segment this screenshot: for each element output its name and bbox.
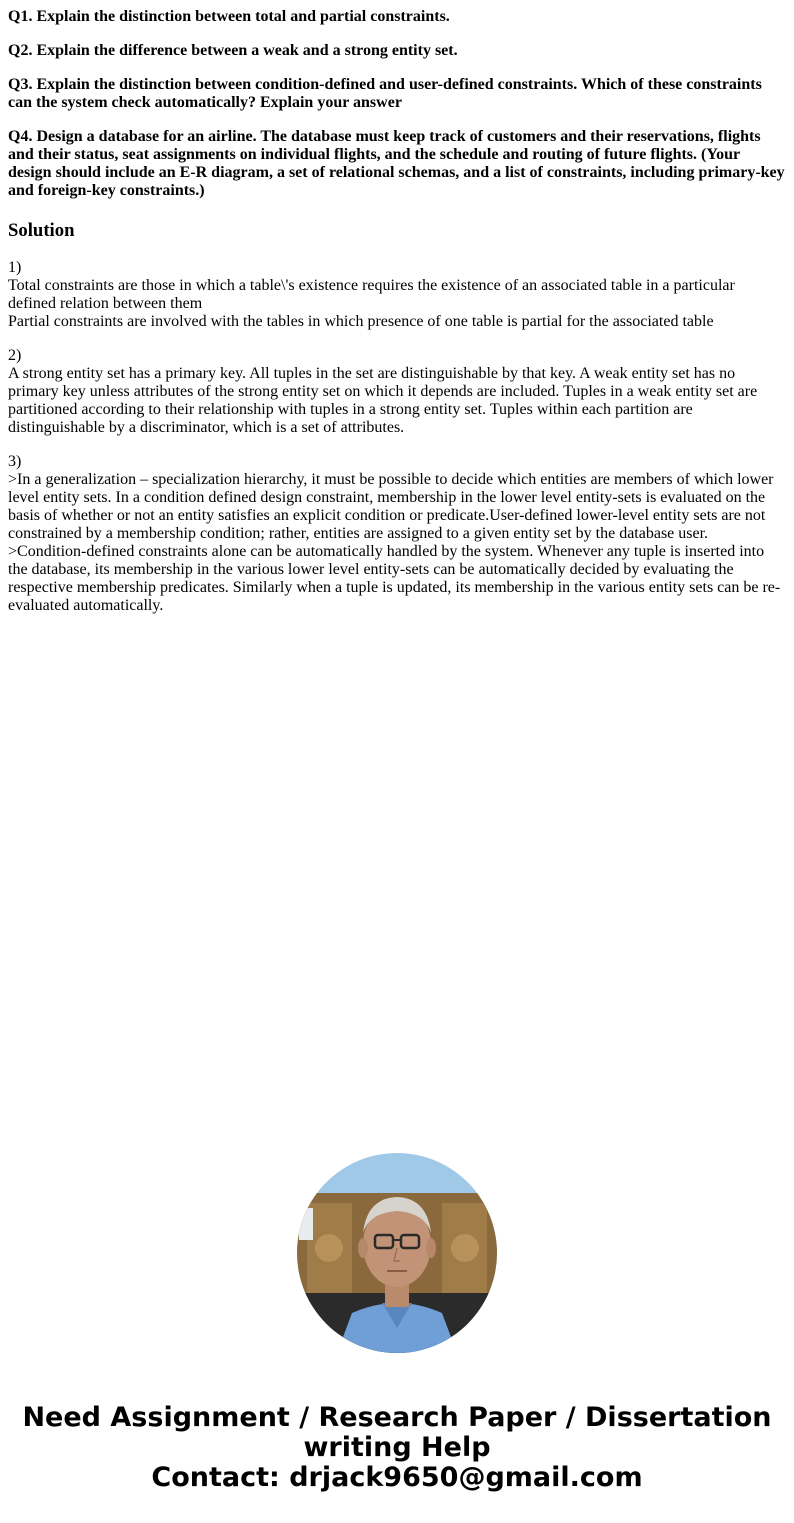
document-body: [8, 8, 786, 631]
answer-line: >Condition-defined constraints alone can be automatically handled by the system. Whenever any tuple is inserted into the database, its membership in the various lower level entity-sets can be automatically decided by evaluating the respective membership predicates. Similarly when a tuple is updated, its membership in the various entity sets can be re-evaluated automatically.: [8, 543, 781, 614]
question-1: Q1. Explain the distinction between total and partial constraints.: [8, 8, 450, 25]
answer-2: [8, 347, 786, 437]
answer-1: [8, 259, 786, 331]
answer-number: 2): [8, 347, 22, 364]
question-2: Q2. Explain the difference between a weak and a strong entity set.: [8, 42, 458, 59]
question-3: Q3. Explain the distinction between condition-defined and user-defined constraints. Which of these constraints can the system check automatically? Explain your answer: [8, 76, 762, 111]
answer-line: Partial constraints are involved with the tables in which presence of one table is partial for the associated table: [8, 313, 714, 330]
answer-number: 3): [8, 453, 22, 470]
solution-heading: Solution: [8, 220, 75, 241]
answer-line: A strong entity set has a primary key. All tuples in the set are distinguishable by that key. A weak entity set has no primary key unless attributes of the strong entity set on which it depends are included. Tuples in a weak entity set are partitioned according to their relationship with tuples in a strong entity set. Tuples within each partition are distinguishable by a discriminator, which is a set of attributes.: [8, 365, 758, 436]
footer-line-1: Need Assignment / Research Paper / Dissertation: [22, 1402, 772, 1433]
answer-line: Total constraints are those in which a table\'s existence requires the existence of an associated table in a particular defined relation between them: [8, 277, 735, 312]
answer-3: [8, 453, 786, 615]
answer-number: 1): [8, 259, 22, 276]
footer-line-2: writing Help: [303, 1432, 491, 1463]
author-avatar: [297, 1153, 497, 1353]
contact-footer: [0, 1403, 794, 1493]
answer-line: >In a generalization – specialization hierarchy, it must be possible to decide which entities are members of which lower level entity sets. In a condition defined design constraint, membership in the lower level entity-sets is evaluated on the basis of whether or not an entity satisfies an explicit condition or predicate.User-defined lower-level entity sets are not constrained by a membership condition; rather, entities are assigned to a given entity set by the database user.: [8, 471, 774, 542]
question-4: Q4. Design a database for an airline. The database must keep track of customers and their reservations, flights and their status, seat assignments on individual flights, and the schedule and routing of future flights. (Your design should include an E-R diagram, a set of relational schemas, and a list of constraints, including primary-key and foreign-key constraints.): [8, 128, 785, 199]
footer-contact-email: Contact: drjack9650@gmail.com: [151, 1462, 643, 1493]
avatar-portrait-image: [297, 1153, 497, 1353]
